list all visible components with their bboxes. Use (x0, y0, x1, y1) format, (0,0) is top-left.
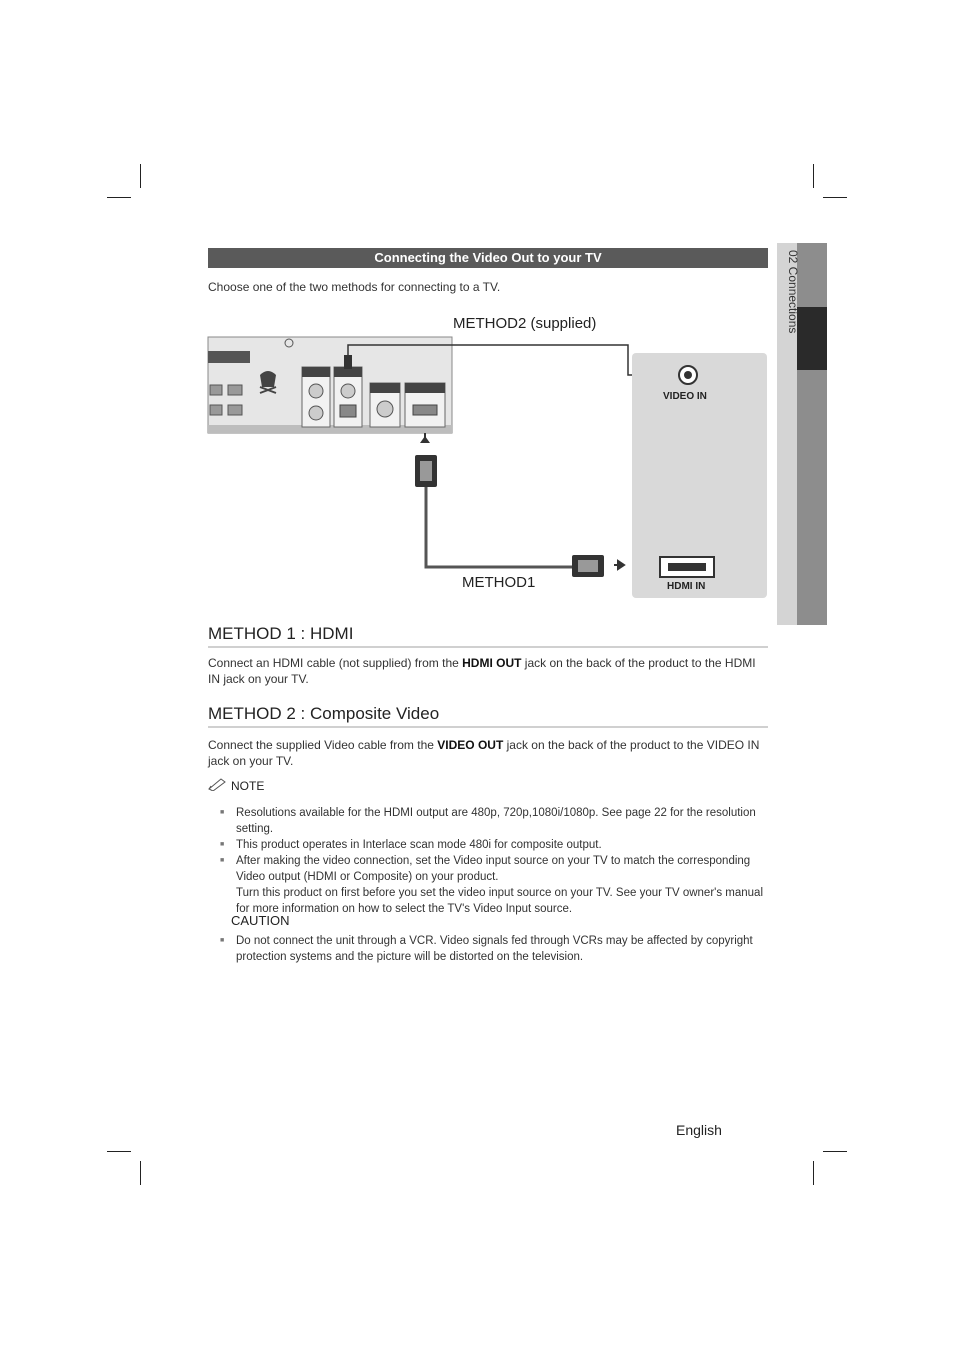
crop-mark (107, 197, 131, 198)
method2-jack: VIDEO OUT (437, 738, 504, 752)
caution-item: ■ Do not connect the unit through a VCR. Video signals fed through VCRs may be affected by copyright protection systems and the picture will be distorted on the television. (220, 933, 770, 965)
tv-hdmi-in-label: HDMI IN (667, 581, 706, 592)
caution-heading: CAUTION (231, 913, 290, 928)
note-heading (208, 777, 264, 794)
footer-language: English (676, 1122, 722, 1138)
side-tab-strip (797, 243, 827, 625)
method2-text (208, 737, 768, 769)
note-item: ■ This product operates in Interlace scan mode 480i for composite output. (220, 837, 770, 853)
method1-text-before: Connect an HDMI cable (not supplied) from the (208, 656, 463, 670)
crop-mark (813, 164, 814, 188)
method2-text-before: Connect the supplied Video cable from the (208, 738, 438, 752)
method2-label: METHOD2 (supplied) (453, 315, 597, 332)
crop-mark (107, 1151, 131, 1152)
method2-text-after: jack on the back of the product to the VIDEO IN jack on your TV. (208, 738, 760, 768)
crop-mark (823, 1151, 847, 1152)
crop-mark (823, 197, 847, 198)
method1-jack: HDMI OUT (462, 656, 522, 670)
note-item: ■ Resolutions available for the HDMI output are 480p, 720p,1080i/1080p. See page 22 for the resolution setting. (220, 805, 770, 837)
method1-text-after: jack on the back of the product to the HDMI IN jack on your TV. (208, 656, 756, 686)
tv-video-in-label: VIDEO IN (663, 391, 707, 402)
tv-panel (632, 353, 767, 598)
product-rear-panel (208, 337, 452, 433)
method2-heading: METHOD 2 : Composite Video (208, 704, 768, 728)
pencil-icon (208, 777, 228, 794)
side-tab-label: 02 Connections (786, 250, 800, 334)
note-item: ■ After making the video connection, set the Video input source on your TV to match the corresponding Video output (HDMI or Composite) on your product. (220, 853, 770, 885)
note-label: NOTE (231, 778, 265, 793)
caution-list (220, 933, 770, 965)
method1-text (208, 655, 768, 687)
crop-mark (813, 1161, 814, 1185)
crop-mark (140, 1161, 141, 1185)
note-item-continuation: Turn this product on first before you set the video input source on your TV. See your TV owner's manual for more information on how to select the TV's Video Input source. (236, 887, 764, 915)
method1-heading: METHOD 1 : HDMI (208, 624, 768, 648)
note-list (220, 805, 770, 917)
intro-text: Choose one of the two methods for connecting to a TV. (208, 280, 501, 294)
connection-diagram (200, 305, 780, 605)
section-title: Connecting the Video Out to your TV (208, 248, 768, 268)
method1-label: METHOD1 (462, 574, 536, 591)
crop-mark (140, 164, 141, 188)
side-tab-marker (797, 307, 827, 370)
hdmi-cable (415, 433, 624, 577)
